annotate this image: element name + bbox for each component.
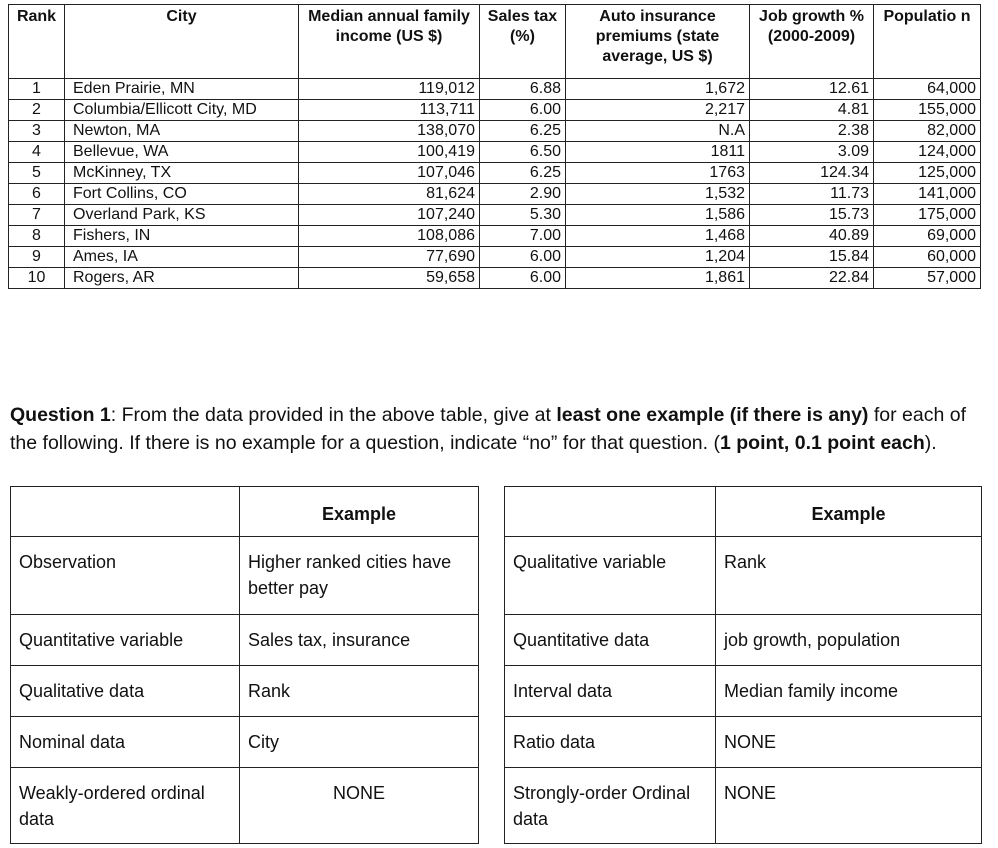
table-row: [9, 142, 981, 163]
table-row: [9, 205, 981, 226]
question-points: 1 point, 0.1 point each: [719, 432, 925, 454]
answer-row: [11, 537, 479, 615]
cell-city: Columbia/Ellicott City, MD: [65, 100, 299, 121]
answer-term: Quantitative data: [505, 615, 716, 666]
answer-row: [11, 615, 479, 666]
answer-term: Quantitative variable: [11, 615, 240, 666]
answer-example: Higher ranked cities have better pay: [240, 537, 479, 615]
cell-insurance: N.A: [566, 121, 750, 142]
cell-population: 124,000: [874, 142, 981, 163]
cell-job-growth: 40.89: [750, 226, 874, 247]
question-part-3: ).: [924, 432, 937, 454]
cell-job-growth: 124.34: [750, 163, 874, 184]
answer-row: [505, 717, 982, 768]
answer-header-blank: [505, 487, 716, 537]
answer-header-example: Example: [240, 487, 479, 537]
cell-city: Ames, IA: [65, 247, 299, 268]
table-row: [9, 226, 981, 247]
cell-insurance: 1811: [566, 142, 750, 163]
cell-job-growth: 15.73: [750, 205, 874, 226]
cell-rank: 9: [9, 247, 65, 268]
cell-insurance: 1763: [566, 163, 750, 184]
cell-population: 69,000: [874, 226, 981, 247]
answer-term: Qualitative variable: [505, 537, 716, 615]
cell-rank: 5: [9, 163, 65, 184]
cell-city: Newton, MA: [65, 121, 299, 142]
cell-sales-tax: 6.50: [480, 142, 566, 163]
cell-rank: 7: [9, 205, 65, 226]
cell-insurance: 1,672: [566, 79, 750, 100]
cell-insurance: 1,861: [566, 268, 750, 289]
cell-population: 141,000: [874, 184, 981, 205]
header-job-growth: Job growth % (2000-2009): [750, 5, 874, 79]
question-part-1: : From the data provided in the above table, give at: [110, 404, 557, 426]
cell-insurance: 1,586: [566, 205, 750, 226]
answer-header-row: [11, 487, 479, 537]
cell-income: 138,070: [299, 121, 480, 142]
question-part-2: for each of the following. If there is no example for a question, indicate “no” for that question. (: [10, 404, 966, 454]
cell-sales-tax: 5.30: [480, 205, 566, 226]
cell-city: Overland Park, KS: [65, 205, 299, 226]
cell-job-growth: 3.09: [750, 142, 874, 163]
answer-example: Median family income: [716, 666, 982, 717]
cell-sales-tax: 6.88: [480, 79, 566, 100]
answer-row: [505, 768, 982, 844]
answer-row: [505, 537, 982, 615]
cell-job-growth: 22.84: [750, 268, 874, 289]
cell-sales-tax: 6.25: [480, 121, 566, 142]
cell-city: McKinney, TX: [65, 163, 299, 184]
answer-term: Observation: [11, 537, 240, 615]
cell-sales-tax: 6.00: [480, 100, 566, 121]
cell-job-growth: 2.38: [750, 121, 874, 142]
cell-population: 57,000: [874, 268, 981, 289]
answer-header-row: [505, 487, 982, 537]
cell-rank: 3: [9, 121, 65, 142]
table-header-row: [9, 5, 981, 79]
cell-income: 59,658: [299, 268, 480, 289]
header-income: Median annual family income (US $): [299, 5, 480, 79]
cell-city: Rogers, AR: [65, 268, 299, 289]
cell-income: 77,690: [299, 247, 480, 268]
answer-term: Weakly-ordered ordinal data: [11, 768, 240, 844]
table-row: [9, 184, 981, 205]
answer-header-example: Example: [716, 487, 982, 537]
cell-sales-tax: 6.00: [480, 268, 566, 289]
answer-example: Sales tax, insurance: [240, 615, 479, 666]
cell-rank: 1: [9, 79, 65, 100]
city-ranking-table: [8, 4, 981, 289]
cell-income: 107,046: [299, 163, 480, 184]
cell-income: 100,419: [299, 142, 480, 163]
cell-population: 60,000: [874, 247, 981, 268]
answer-header-blank: [11, 487, 240, 537]
table-row: [9, 121, 981, 142]
header-population: Populatio n: [874, 5, 981, 79]
answer-row: [505, 666, 982, 717]
cell-city: Fishers, IN: [65, 226, 299, 247]
cell-insurance: 1,532: [566, 184, 750, 205]
cell-income: 81,624: [299, 184, 480, 205]
answer-example: Rank: [716, 537, 982, 615]
answer-example: NONE: [240, 768, 479, 844]
cell-population: 64,000: [874, 79, 981, 100]
header-insurance: Auto insurance premiums (state average, US $): [566, 5, 750, 79]
cell-city: Bellevue, WA: [65, 142, 299, 163]
cell-income: 113,711: [299, 100, 480, 121]
cell-population: 155,000: [874, 100, 981, 121]
header-rank: Rank: [9, 5, 65, 79]
cell-income: 119,012: [299, 79, 480, 100]
table-row: [9, 100, 981, 121]
cell-job-growth: 11.73: [750, 184, 874, 205]
cell-rank: 6: [9, 184, 65, 205]
cell-population: 82,000: [874, 121, 981, 142]
answer-table-left: [10, 486, 479, 844]
question-text: [10, 401, 995, 457]
answer-row: [11, 768, 479, 844]
answer-table-right: [504, 486, 982, 844]
cell-insurance: 2,217: [566, 100, 750, 121]
cell-job-growth: 12.61: [750, 79, 874, 100]
answer-row: [505, 615, 982, 666]
answer-term: Qualitative data: [11, 666, 240, 717]
answer-example: NONE: [716, 717, 982, 768]
header-city: City: [65, 5, 299, 79]
answer-term: Interval data: [505, 666, 716, 717]
cell-insurance: 1,204: [566, 247, 750, 268]
answer-example: City: [240, 717, 479, 768]
cell-rank: 2: [9, 100, 65, 121]
table-row: [9, 163, 981, 184]
cell-population: 175,000: [874, 205, 981, 226]
answer-term: Strongly-order Ordinal data: [505, 768, 716, 844]
cell-rank: 8: [9, 226, 65, 247]
cell-rank: 4: [9, 142, 65, 163]
cell-city: Eden Prairie, MN: [65, 79, 299, 100]
question-label: Question 1: [10, 404, 111, 426]
table-row: [9, 268, 981, 289]
answer-term: Ratio data: [505, 717, 716, 768]
cell-income: 107,240: [299, 205, 480, 226]
cell-sales-tax: 6.25: [480, 163, 566, 184]
cell-rank: 10: [9, 268, 65, 289]
table-row: [9, 79, 981, 100]
answer-row: [11, 666, 479, 717]
answer-row: [11, 717, 479, 768]
cell-insurance: 1,468: [566, 226, 750, 247]
answer-example: job growth, population: [716, 615, 982, 666]
answer-example: Rank: [240, 666, 479, 717]
cell-job-growth: 15.84: [750, 247, 874, 268]
cell-population: 125,000: [874, 163, 981, 184]
cell-sales-tax: 6.00: [480, 247, 566, 268]
cell-sales-tax: 7.00: [480, 226, 566, 247]
cell-sales-tax: 2.90: [480, 184, 566, 205]
question-emphasis-1: least one example (if there is any): [556, 404, 869, 426]
table-row: [9, 247, 981, 268]
cell-income: 108,086: [299, 226, 480, 247]
header-sales-tax: Sales tax (%): [480, 5, 566, 79]
cell-job-growth: 4.81: [750, 100, 874, 121]
answer-term: Nominal data: [11, 717, 240, 768]
answer-example: NONE: [716, 768, 982, 844]
cell-city: Fort Collins, CO: [65, 184, 299, 205]
